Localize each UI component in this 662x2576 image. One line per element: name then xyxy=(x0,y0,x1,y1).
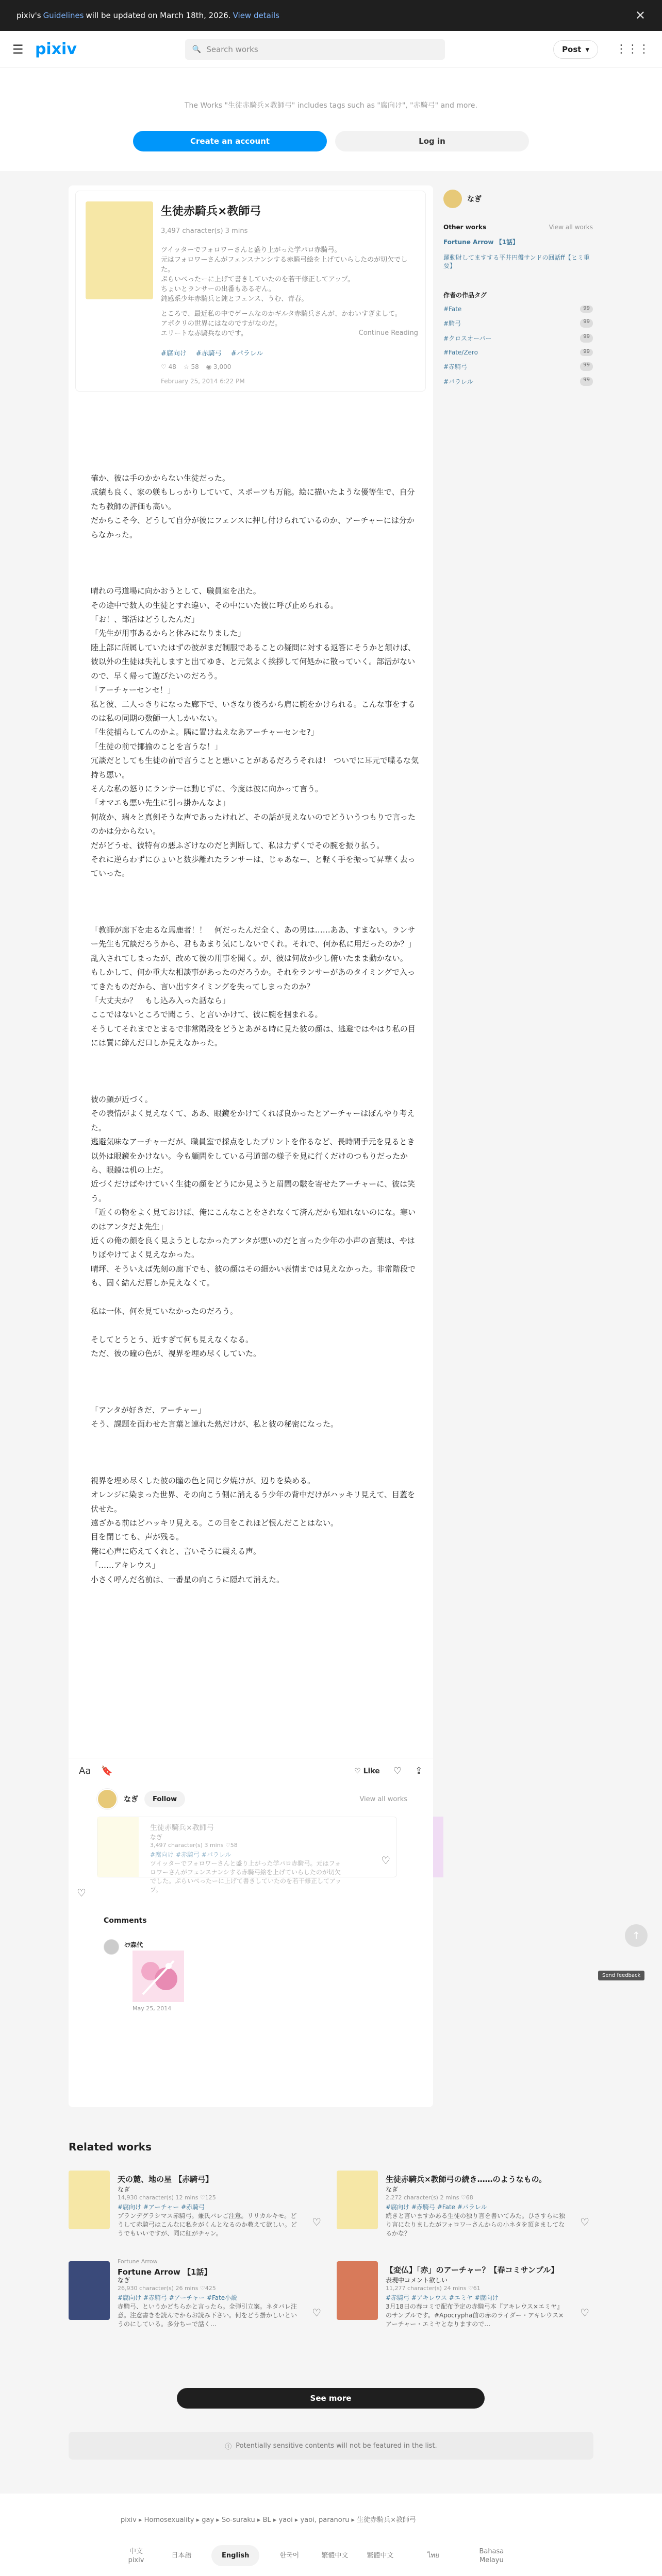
work-meta: 3,497 character(s) 3 mins xyxy=(161,227,248,235)
related-author[interactable]: なぎ xyxy=(118,2186,130,2193)
like-button[interactable]: ♡ Like xyxy=(354,1767,380,1775)
footer xyxy=(0,2494,662,2576)
work-thumbnail[interactable] xyxy=(97,1817,139,1877)
related-meta: 2,272 character(s) 2 mins ♡68 xyxy=(386,2194,473,2201)
sensitive-notice xyxy=(69,2432,593,2460)
related-title[interactable]: 天の麓、地の星 【赤騎弓】 xyxy=(118,2175,213,2184)
desc-line: 元はフォロワーさんがフェンスナンシする赤騎弓絵を上げていらしたのが切欠でした。 xyxy=(161,256,408,274)
related-desc: 続きと言いますかある生徒の独り言を書いてみた。ひさすらに独り言になりましたがフォロワーさんからの小ネタを頂きましてなるかな？ xyxy=(386,2212,566,2237)
sidebar-tag[interactable]: #Fate 99 xyxy=(443,306,593,313)
sidebar-work-item[interactable] xyxy=(443,238,593,270)
related-works xyxy=(69,2141,593,2328)
heart-icon[interactable]: ♡ xyxy=(312,2216,321,2228)
breadcrumb[interactable]: pixiv ▸ Homosexuality ▸ gay ▸ So-suraku ▸ BL ▸ yaoi ▸ yaoi, paranoru ▸ 生徒赤騎兵×教師弓 xyxy=(121,2516,417,2524)
sidebar-work-title[interactable]: Fortune Arrow 【1話】 xyxy=(443,239,519,246)
novel-body: 確か、彼は手のかからない生徒だった。 成績も良く、家の躾もしっかりしていて、スポーツも万能。絵に描いたような優等生で、自分たち教師の評価も高い。 だからこそ今、どうして自分が彼にフェンスに押し付けられているのか、アーチャーには分からなかった。 晴れの弓道場に向かおうとして、職員室を出た。 その途中で数人の生徒とすれ違い、その中にいた彼に呼び止められる。 「お！、部活はどうしたんだ」 「先生が用事あるからと休みになりました」 陸上部に所属していたはずの彼がまだ制服であることの疑問に対する返答にそうかと頷けば、彼以外の生徒は失礼しますと出てゆき、と元気よく挨拶して何処かに散っていく。部活がないので、早く帰って遊びたいのだろう。 「アーチャーセンセ！」 私と彼、二人っきりになった廊下で、いきなり後ろから肩に腕をかけられる。こんな事をするのは私の同期の数師一人しかいない。 「生徒捕らしてんのかよ。隅に置けねえなあアーチャーセンセ?」 「生徒の前で揶揄のことを言うな！」 冗談だとしても生徒の前で言うことと悪いことがあるだろうそれは! ついでに耳元で喋るな気持ち悪い。 そんな私の怒りにランサーは動じずに、今度は彼に向かって言う。 「オマエも悪い先生に引っ掛かんなよ」 何故か、瑞々と真剣そうな声であったけれど、その話が見えないのでどういうつもりで言ったのかは分からない。 だがどうせ、彼特有の悪ふざけなのだと判断して、私は力ずくでその腕を振り払う。 それに逆らわずにひょいと数歩離れたランサーは、じゃあなー、と軽く手を振って昇華く去っていった。 「教師が廊下を走るな馬鹿者！！ 何だったんだ全く、あの男は……ああ、すまない。ランサー先生も冗談だろうから、君もあまり気にしないでくれ。それで、何か私に用だったのか？」 乱入されてしまったが、改めて彼の用事を聞く。が、彼は何故か少し俯いたまま動かない。 もしかして、何か重大な相談事があったのだろうか。それをランサーがあのタイミングで入ってきたものだから、言い出すタイミングを失ってしまったのか？ 「大丈夫か？ もし込み入った話なら」 ここではないところで聞こう、と言いかけて、彼に腕を掴まれる。 そうしてそれまでとまるで非常階段をどうとあがる時に見た彼の顔は、逃避ではやはり私の目には質に締んだ口しか見えなかった。 彼の顔が近づく。 その表情がよく見えなくて、ああ、眼鏡をかけてくれば良かったとアーチャーはぼんやり考えた。 逃避気味なアーチャーだが、職員室で採点をしたプリントを作るなど、長時間手元を見るとき以外は眼鏡をかけない。今も顧問をしている弓道部の様子を見に行くだけのつもりだったから、眼鏡は机の上だ。 近づくだけぱやけていく生徒の顔をどうにか見ようと眉間の皺を寄せたアーチャーに、彼は笑う。 「近くの物をよく見ておけば、俺にこんなことをされなくて済んだかも知れないのにな。寒いのはアンタだよ先生」 近くの俺の顔を良く見ようとしなかったアンタが悪いのだと言った少年の小声の言葉は、やはりぼやけてよく見えなかった。 晴坪、そういえば先刻の廊下でも、彼の顔はその細かい表情までは見えなかった。非常階段でも、固く結んだ唇しか見えなくて。 私は一体、何を見ていなかったのだろう。 そしてとうとう、近すぎて何も見えなくなる。 ただ、彼の瞳の色が、視界を埋め尽くしていた。 「アンタが好きだ、アーチャー」 そう、課題を面わせた言葉と連れた熱だけが、私と彼の秘密になった。 視界を埋め尽くした彼の瞳の色と同じ夕焼けが、辺りを染める。 オレンジに染まった世界、その向こう側に消えるう少年の背中だけがハッキリ見えて、目蓋を伏せた。 遠ざかる前はどハッキリ見える。この目をこれほど恨んだことはない。 目を閉じても、声が残る。 俺に心声に応えてくれと、言いそうに震える声。 「……アキレウス」 小さく呼んだ名前は、一番星の向こうに隠れて消えた。 xyxy=(91,473,419,1584)
heart-icon[interactable]: ♡ xyxy=(580,2307,589,2319)
info-icon: ⓘ xyxy=(225,2443,232,2451)
sidebar-tag[interactable]: #クロスオーバー 99 xyxy=(443,334,593,343)
sidebar-work-title[interactable]: 躍動財してますする平井円盤サンドの回話ff【ヒミ重要】 xyxy=(443,254,590,269)
views-count: ◉ 3,000 xyxy=(206,363,231,370)
see-more-button[interactable]: See more xyxy=(177,2388,485,2409)
heart-icon[interactable]: ♡ xyxy=(312,2307,321,2319)
avatar[interactable] xyxy=(97,1789,118,1809)
desc-line: ぷらいべったーに上げて書きしていたのを若干修正してアップ。 xyxy=(161,276,355,283)
lang-option[interactable]: Bahasa Melayu xyxy=(479,2547,504,2564)
comment-date: May 25, 2014 xyxy=(133,2005,172,2012)
close-icon[interactable]: ✕ xyxy=(635,8,646,23)
language-selector xyxy=(121,2545,512,2566)
post-label: Post xyxy=(562,44,582,54)
heart-icon[interactable]: ♡ xyxy=(77,1887,86,1899)
commenter-name[interactable]: ﾐﾂ森代 xyxy=(124,1941,143,1948)
tag-link[interactable]: #赤騎弓 xyxy=(195,350,222,358)
sidebar-tag[interactable]: #赤騎弓 99 xyxy=(443,362,593,371)
related-author[interactable]: 表現中コメント欲しい xyxy=(386,2277,448,2284)
bookmark-icon[interactable]: 🔖 xyxy=(101,1766,113,1776)
desc-line: 鈍感系少年赤騎兵と鈍とフェンス、うむ、青春。 xyxy=(161,295,308,303)
tag-link[interactable]: #腐向け xyxy=(161,350,187,358)
apps-grid-icon[interactable]: ⋮⋮⋮ xyxy=(616,43,650,56)
related-title[interactable]: 生徒赤騎兵×教師弓の続き……のようなもの。 xyxy=(386,2175,547,2184)
work-thumbnail[interactable] xyxy=(69,2261,110,2320)
desc-line: エリートな赤騎兵なのです。 xyxy=(161,330,247,337)
pixiv-logo[interactable]: pixiv xyxy=(35,40,77,58)
lang-option[interactable]: 繁體中文 xyxy=(321,2552,349,2560)
related-heading: Related works xyxy=(69,2141,152,2153)
sidebar-tag[interactable]: #騎弓 99 xyxy=(443,319,593,328)
lang-option[interactable]: 中文 pixiv xyxy=(128,2547,144,2564)
related-work-item[interactable] xyxy=(337,2171,589,2238)
related-tags[interactable]: #腐向け #赤騎弓 #アーチャー #Fate小説 xyxy=(118,2294,238,2301)
post-button[interactable] xyxy=(553,40,598,59)
lang-option[interactable]: ไทย xyxy=(427,2552,439,2560)
work-stats xyxy=(161,363,231,370)
view-all-works-link[interactable]: View all works xyxy=(359,1795,407,1803)
related-tags[interactable]: #腐向け #アーチャー #赤騎弓 xyxy=(118,2204,205,2211)
menu-icon[interactable]: ☰ xyxy=(12,42,24,57)
desc-line: ところで、最近私の中でゲームなのかギルタ赤騎兵さんが、かわいすぎまして。 xyxy=(161,310,402,318)
action-bar xyxy=(69,1758,433,1784)
promo-message: The Works "生徒赤騎兵×教師弓" includes tags such as "腐向け", "赤騎弓" and more. xyxy=(184,101,478,110)
work-cover[interactable] xyxy=(86,201,153,299)
related-title[interactable]: Fortune Arrow 【1話】 xyxy=(118,2267,212,2277)
desc-line: ツイッターでフォロワーさんと盛り上がった学パロ赤騎弓。 xyxy=(161,246,341,254)
announcement-bar xyxy=(0,0,662,31)
sidebar xyxy=(443,190,593,386)
related-author[interactable]: なぎ xyxy=(118,2277,130,2284)
next-work-peek[interactable] xyxy=(433,1817,443,1877)
related-desc: ブランデグラシマス赤騎弓。兼氏バレご注意。リリカルキモ。どうして赤騎弓はこんなに私をがくんとなるのか教えて欲しい。どうでもいいですが、同に紅がチャン。 xyxy=(118,2212,297,2237)
avatar[interactable] xyxy=(443,190,462,208)
other-works-label: Other works xyxy=(443,224,487,231)
notice-post: will be updated on March 18th, 2026. xyxy=(86,11,231,20)
mini-meta: 3,497 character(s) 3 mins ♡58 xyxy=(150,1842,238,1849)
sidebar-tag[interactable]: #パラレル 99 xyxy=(443,377,593,386)
chevron-down-icon: ▾ xyxy=(585,44,589,54)
heart-icon[interactable]: ♡ xyxy=(580,2216,589,2228)
search-input[interactable] xyxy=(185,39,445,60)
search-placeholder: Search works xyxy=(206,44,258,54)
related-tags[interactable]: #赤騎弓 #アキレウス #エミヤ #腐向け xyxy=(386,2294,499,2301)
sidebar-tag[interactable]: #Fate/Zero 99 xyxy=(443,349,593,356)
scroll-top-button[interactable]: ↑ xyxy=(625,1924,648,1947)
work-tags xyxy=(161,348,263,358)
create-account-button[interactable]: Create an account xyxy=(133,131,327,151)
related-work-item[interactable] xyxy=(69,2171,321,2238)
other-work-card[interactable] xyxy=(97,1817,397,1893)
lang-option[interactable]: 日本語 xyxy=(171,2552,192,2560)
work-thumbnail[interactable] xyxy=(337,2261,378,2320)
comment-stamp xyxy=(133,1951,184,2002)
sensitive-text: Potentially sensitive contents will not be featured in the list. xyxy=(236,2442,437,2450)
related-series[interactable]: Fortune Arrow xyxy=(118,2258,158,2265)
author-row xyxy=(97,1789,185,1809)
lang-option[interactable]: 繁體中文 xyxy=(367,2552,394,2560)
top-navigation xyxy=(0,31,662,68)
view-details-link[interactable]: View details xyxy=(233,11,279,20)
related-title[interactable]: 【変仏】「赤」のアーチャー？【春コミサンプル】 xyxy=(386,2265,559,2275)
send-feedback-button[interactable]: Send feedback xyxy=(598,1971,644,1980)
work-date: February 25, 2014 6:22 PM xyxy=(161,378,245,385)
work-thumbnail[interactable] xyxy=(337,2171,378,2229)
lang-option-current[interactable]: English xyxy=(211,2545,259,2566)
mini-title[interactable]: 生徒赤騎兵×教師弓 xyxy=(150,1824,214,1832)
related-meta: 26,930 character(s) 26 mins ♡425 xyxy=(118,2285,216,2292)
tag-link[interactable]: #パラレル xyxy=(230,350,263,358)
author-name[interactable]: なぎ xyxy=(124,1795,138,1804)
desc-line: アポクリの世界にはなのですがなのだ。 xyxy=(161,320,282,328)
sidebar-view-all-link[interactable]: View all works xyxy=(549,224,593,231)
related-meta: 14,930 character(s) 12 mins ♡125 xyxy=(118,2194,216,2201)
heart-icon[interactable]: ♡ xyxy=(381,1854,390,1867)
mini-tags: #腐向け #赤騎弓 #パラレル xyxy=(150,1851,231,1858)
font-size-icon[interactable]: Aa xyxy=(79,1766,91,1776)
mini-author: なぎ xyxy=(150,1834,163,1841)
work-thumbnail[interactable] xyxy=(69,2171,110,2229)
likes-count: ♡ 48 xyxy=(161,363,176,370)
related-tags[interactable]: #腐向け #赤騎弓 #Fate #パラレル xyxy=(386,2204,487,2211)
comments-heading: Comments xyxy=(104,1917,147,1925)
work-main xyxy=(69,185,433,2107)
search-icon: 🔍 xyxy=(192,45,202,54)
login-button[interactable]: Log in xyxy=(335,131,529,151)
sidebar-author-name[interactable]: なぎ xyxy=(467,195,482,204)
mini-desc: ツイッターでフォロワーさんと盛り上がった学パロ赤騎弓。元はフォロワーさんがフェンスナンシする赤騎弓絵を上げていらしたのが切欠でした。ぷらいべったーに上げて書きしていたのを若干修正してアップ。 xyxy=(150,1860,342,1893)
signup-promo xyxy=(0,68,662,171)
related-work-item[interactable] xyxy=(69,2258,321,2328)
follow-button[interactable]: Follow xyxy=(144,1791,185,1807)
author-tags-title: 作者の作品タグ xyxy=(443,292,487,299)
heart-icon[interactable]: ♡ xyxy=(393,1766,402,1776)
work-card xyxy=(75,191,426,392)
continue-reading-link[interactable]: Continue Reading xyxy=(358,329,418,337)
guidelines-link[interactable]: Guidelines xyxy=(43,11,84,20)
bookmarks-count: ☆ 58 xyxy=(183,363,199,370)
notice-pre: pixiv's xyxy=(16,11,41,20)
work-title: 生徒赤騎兵×教師弓 xyxy=(161,205,261,218)
related-desc: 3月18日の春コミで配布予定の赤騎弓本『アキレウス×エミヤ』のサンプルです。#Apocrypha前の赤のライダー・アキレウス×アーチャー・エミヤとなりますので… xyxy=(386,2303,564,2328)
related-work-item[interactable] xyxy=(337,2261,589,2328)
related-author[interactable]: なぎ xyxy=(386,2186,399,2193)
related-meta: 11,277 character(s) 24 mins ♡61 xyxy=(386,2285,481,2292)
desc-line: ちょいとランサーの出番もあるぞん。 xyxy=(161,285,275,293)
lang-option[interactable]: 한국어 xyxy=(279,2552,300,2560)
related-desc: 赤騎弓、というかどちらかと言ったら。全弾引立案。ネタバレ注意。注意書きを読んでからお読み下さい。何をどう掛かしいというのにしている。多分ちーで話く… xyxy=(118,2303,297,2328)
commenter-avatar[interactable] xyxy=(104,1939,119,1955)
share-icon[interactable]: ⇪ xyxy=(415,1766,423,1776)
